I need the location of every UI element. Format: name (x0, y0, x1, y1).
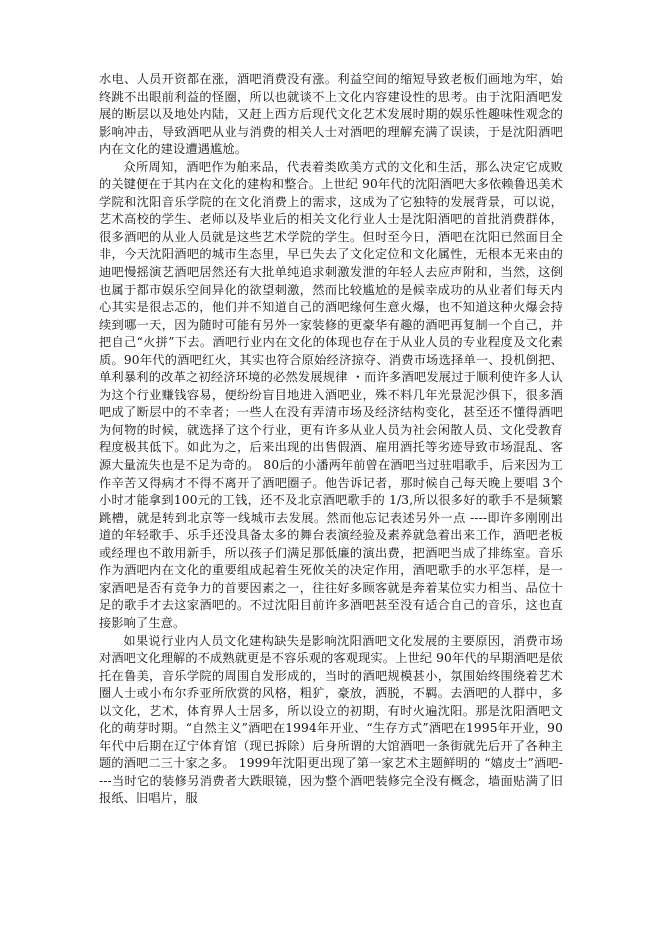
paragraph-consumer-market: 如果说行业内人员文化建构缺失是影响沈阳酒吧文化发展的主要原因，消费市场对酒吧文化理解的不成熟就更是不容乐观的客观现实。上世纪 90年代的早期酒吧是依托在鲁美，音乐学院的周围自发形成的，当时的酒吧规模甚小，氛围始终围绕着艺术圈人士或小布尔乔亚所欣赏的风格，粗犷，豪放，洒脱，不羁。去酒吧的人群中，多以文化，艺术，体育界人士居多，所以设立的初期，有时火遍沈阳。那是沈阳酒吧文化的萌芽时期。“自然主义”酒吧在1994年开业、“生存方式”酒吧在1995年开业，90年代中后期在辽宁体育馆（现已拆除）后身所谓的大馆酒吧一条街就先后开了各种主题的酒吧二三十家之多。 1999年沈阳更出现了第一家艺术主题鲜明的 “嬉皮士”酒吧----当时它的装修另消费者大跌眼镜，因为整个酒吧装修完全没有概念，墙面贴满了旧报纸、旧唱片，服 (99, 633, 563, 806)
paragraph-culture-construction: 众所周知，酒吧作为舶来品，代表着类欧美方式的文化和生活，那么决定它成败的关键便在于其内在文化的建构和整合。上世纪 90年代的沈阳酒吧大多依赖鲁迅美术学院和沈阳音乐学院的在文化消费上的需求，这成为了它独特的发展背景，可以说，艺术高校的学生、老师以及毕业后的相关文化行业人士是沈阳酒吧的首批消费群体，很多酒吧的从业人员就是这些艺术学院的学生。但时至今日，酒吧在沈阳已然面目全非，今天沈阳酒吧的城市生态里，早已失去了文化定位和文化属性，无根本无来由的迪吧慢摇演艺酒吧居然还有大批单纯追求刺激发泄的年轻人去应声附和，当然，这倒也属于都市娱乐空间异化的欲望刺激，然而比较尴尬的是候幸成功的从业者们每天内心其实是很忐忑的，他们并不知道自己的酒吧缘何生意火爆，也不知道这种火爆会持续到哪一天，因为随时可能有另外一家装修的更豪华有趣的酒吧再复制一个自己，并把自己“火拼”下去。酒吧行业内在文化的体现也存在于从业人员的专业程度及文化素质。90年代的酒吧红火，其实也符合原始经济掠夺、消费市场选择单一、投机倒把、单利暴利的改革之初经济环境的必然发展规律 ・而许多酒吧发展过于顺利使许多人认为这个行业赚钱容易，便纷纷盲目地进入酒吧业，殊不料几年光景泥沙俱下，很多酒吧成了断层中的不幸者；一些人在没有弄清市场及经济结构变化，甚至还不懂得酒吧为何物的时候，就选择了这个行业，更有许多从业人员为社会闲散人员、文化受教育程度极其低下。如此为之，后来出现的出售假酒、雇用酒托等劣迹导致市场混乱、客源大量流失也是不足为奇的。 80后的小潘两年前曾在酒吧当过驻唱歌手，后来因为工作辛苦又得病才不得不离开了酒吧圈子。他告诉记者，那时候自己每天晚上要唱 3个小时才能拿到100元的工钱，还不及北京酒吧歌手的 1/3,所以很多好的歌手不是频繁跳槽，就是转到北京等一线城市去发展。然而他忘记表述另外一点 ----即许多刚刚出道的年轻歌手、乐手还没具备太多的舞台表演经验及素养就急着出来工作，酒吧老板或经理也不敢用新手，所以孩子们满足那低廉的演出费，把酒吧当成了排练室。音乐作为酒吧内在文化的重要组成起着生死攸关的决定作用，酒吧歌手的水平怎样，是一家酒吧是否有竞争力的首要因素之一，往往好多顾客就是奔着某位实力相当、品位十足的歌手才去这家酒吧的。不过沈阳目前许多酒吧甚至没有适合自己的音乐，这也直接影响了生意。 (99, 159, 563, 630)
paragraph-continuation: 水电、人员开资都在涨，酒吧消费没有涨。利益空间的缩短导致老板们画地为牢，始终跳不出眼前利益的怪圈，所以也就谈不上文化内容建设性的思考。由于沈阳酒吧发展的断层以及地处内陆，又赶上西方后现代文化艺术发展时期的娱乐性趣味性观念的影响冲击，导致酒吧从业与消费的相关人士对酒吧的理解充满了误读，于是沈阳酒吧内在文化的建设遭遇尴尬。 (99, 72, 563, 157)
article-body (99, 71, 563, 808)
